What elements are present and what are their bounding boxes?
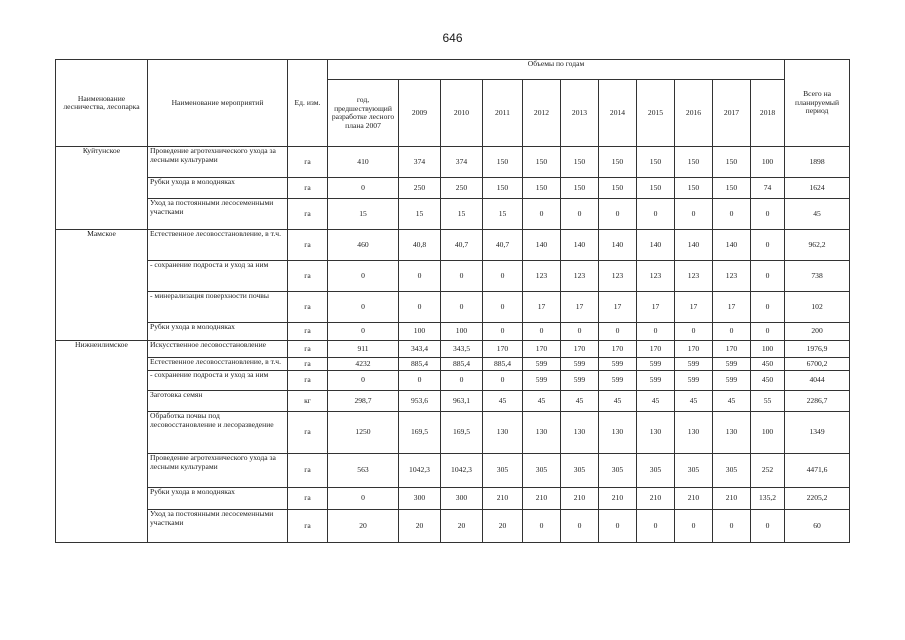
table-row — [56, 391, 850, 412]
value-cell: 150 — [599, 147, 637, 178]
value-cell: 0 — [599, 510, 637, 543]
value-cell: 300 — [441, 488, 483, 510]
header-year: 2012 — [523, 80, 561, 147]
value-cell: 911 — [328, 341, 399, 358]
value-cell: 17 — [561, 292, 599, 323]
value-cell: 0 — [483, 371, 523, 391]
unit-cell: га — [288, 488, 328, 510]
value-cell: 599 — [599, 371, 637, 391]
forestry-name: Куйтунское — [56, 147, 148, 230]
total-cell: 200 — [785, 323, 850, 341]
value-cell: 20 — [483, 510, 523, 543]
value-cell: 45 — [561, 391, 599, 412]
unit-cell: га — [288, 323, 328, 341]
value-cell: 0 — [713, 510, 751, 543]
value-cell: 1042,3 — [441, 454, 483, 488]
unit-cell: га — [288, 412, 328, 454]
value-cell: 130 — [561, 412, 599, 454]
value-cell: 169,5 — [441, 412, 483, 454]
value-cell: 599 — [561, 358, 599, 371]
value-cell: 0 — [713, 323, 751, 341]
value-cell: 252 — [751, 454, 785, 488]
value-cell: 0 — [523, 199, 561, 230]
value-cell: 0 — [751, 323, 785, 341]
table-row — [56, 261, 850, 292]
table-row — [56, 341, 850, 358]
table-row — [56, 510, 850, 543]
unit-cell: га — [288, 199, 328, 230]
unit-cell: га — [288, 292, 328, 323]
value-cell: 140 — [523, 230, 561, 261]
value-cell: 40,7 — [441, 230, 483, 261]
value-cell: 343,4 — [399, 341, 441, 358]
value-cell: 210 — [713, 488, 751, 510]
value-cell: 170 — [713, 341, 751, 358]
total-cell: 45 — [785, 199, 850, 230]
value-cell: 17 — [637, 292, 675, 323]
value-cell: 17 — [523, 292, 561, 323]
value-cell: 140 — [561, 230, 599, 261]
value-cell: 40,8 — [399, 230, 441, 261]
value-cell: 599 — [713, 358, 751, 371]
table-row — [56, 292, 850, 323]
page-number: 646 — [442, 31, 463, 45]
value-cell: 130 — [637, 412, 675, 454]
value-cell: 450 — [751, 358, 785, 371]
value-cell: 45 — [599, 391, 637, 412]
total-cell: 962,2 — [785, 230, 850, 261]
value-cell: 17 — [675, 292, 713, 323]
value-cell: 0 — [561, 323, 599, 341]
value-cell: 100 — [441, 323, 483, 341]
total-cell: 2286,7 — [785, 391, 850, 412]
value-cell: 599 — [637, 358, 675, 371]
value-cell: 150 — [561, 147, 599, 178]
unit-cell: га — [288, 371, 328, 391]
table-row — [56, 412, 850, 454]
header-year: 2011 — [483, 80, 523, 147]
value-cell: 0 — [675, 510, 713, 543]
value-cell: 100 — [751, 147, 785, 178]
value-cell: 0 — [637, 323, 675, 341]
header-forestry: Наименование лесничества, лесопарка — [56, 60, 148, 147]
value-cell: 599 — [637, 371, 675, 391]
unit-cell: га — [288, 510, 328, 543]
activity-name: Искусственное лесовосстановление — [148, 341, 288, 358]
unit-cell: га — [288, 358, 328, 371]
value-cell: 0 — [751, 230, 785, 261]
value-cell: 0 — [399, 261, 441, 292]
value-cell: 15 — [399, 199, 441, 230]
value-cell: 17 — [713, 292, 751, 323]
table-row — [56, 178, 850, 199]
value-cell: 885,4 — [399, 358, 441, 371]
value-cell: 15 — [441, 199, 483, 230]
value-cell: 210 — [599, 488, 637, 510]
value-cell: 0 — [328, 178, 399, 199]
value-cell: 0 — [751, 510, 785, 543]
value-cell: 150 — [523, 178, 561, 199]
value-cell: 450 — [751, 371, 785, 391]
value-cell: 123 — [523, 261, 561, 292]
value-cell: 599 — [561, 371, 599, 391]
value-cell: 150 — [675, 147, 713, 178]
total-cell: 6700,2 — [785, 358, 850, 371]
value-cell: 210 — [637, 488, 675, 510]
forest-activities-table — [55, 59, 850, 543]
value-cell: 0 — [523, 323, 561, 341]
activity-name: Уход за постоянными лесосеменными участками — [148, 510, 288, 543]
unit-cell: га — [288, 454, 328, 488]
total-cell: 60 — [785, 510, 850, 543]
value-cell: 0 — [713, 199, 751, 230]
value-cell: 1250 — [328, 412, 399, 454]
value-cell: 150 — [599, 178, 637, 199]
value-cell: 0 — [751, 261, 785, 292]
value-cell: 130 — [675, 412, 713, 454]
value-cell: 55 — [751, 391, 785, 412]
value-cell: 170 — [523, 341, 561, 358]
value-cell: 17 — [599, 292, 637, 323]
table-row — [56, 454, 850, 488]
value-cell: 130 — [599, 412, 637, 454]
value-cell: 305 — [561, 454, 599, 488]
value-cell: 15 — [483, 199, 523, 230]
value-cell: 170 — [675, 341, 713, 358]
header-total: Всего на планируемый период — [785, 60, 850, 147]
value-cell: 0 — [483, 292, 523, 323]
value-cell: 250 — [399, 178, 441, 199]
value-cell: 130 — [523, 412, 561, 454]
value-cell: 40,7 — [483, 230, 523, 261]
unit-cell: га — [288, 230, 328, 261]
unit-cell: га — [288, 261, 328, 292]
activity-name: Уход за постоянными лесосеменными участками — [148, 199, 288, 230]
value-cell: 20 — [441, 510, 483, 543]
header-years-group: Объемы по годам — [328, 60, 785, 80]
value-cell: 1042,3 — [399, 454, 441, 488]
total-cell: 1349 — [785, 412, 850, 454]
activity-name: Рубки ухода в молодняках — [148, 178, 288, 199]
value-cell: 374 — [441, 147, 483, 178]
value-cell: 305 — [523, 454, 561, 488]
header-base-year: год, предшествующий разработке лесного плана 2007 — [328, 80, 399, 147]
value-cell: 953,6 — [399, 391, 441, 412]
value-cell: 0 — [675, 323, 713, 341]
table-row — [56, 199, 850, 230]
value-cell: 123 — [599, 261, 637, 292]
unit-cell: га — [288, 147, 328, 178]
value-cell: 305 — [483, 454, 523, 488]
table-body — [56, 147, 850, 543]
value-cell: 0 — [483, 323, 523, 341]
value-cell: 305 — [637, 454, 675, 488]
total-cell: 2205,2 — [785, 488, 850, 510]
activity-name: Обработка почвы под лесовосстановление и лесоразведение — [148, 412, 288, 454]
value-cell: 20 — [399, 510, 441, 543]
value-cell: 20 — [328, 510, 399, 543]
value-cell: 140 — [675, 230, 713, 261]
value-cell: 45 — [675, 391, 713, 412]
value-cell: 0 — [599, 199, 637, 230]
table-row — [56, 358, 850, 371]
value-cell: 210 — [523, 488, 561, 510]
header-unit: Ед. изм. — [288, 60, 328, 147]
value-cell: 599 — [675, 358, 713, 371]
table-row — [56, 230, 850, 261]
value-cell: 460 — [328, 230, 399, 261]
value-cell: 45 — [637, 391, 675, 412]
header-year: 2009 — [399, 80, 441, 147]
value-cell: 0 — [751, 199, 785, 230]
value-cell: 0 — [675, 199, 713, 230]
value-cell: 100 — [751, 412, 785, 454]
value-cell: 0 — [637, 199, 675, 230]
value-cell: 0 — [599, 323, 637, 341]
value-cell: 45 — [523, 391, 561, 412]
total-cell: 1624 — [785, 178, 850, 199]
value-cell: 963,1 — [441, 391, 483, 412]
value-cell: 210 — [675, 488, 713, 510]
value-cell: 150 — [637, 147, 675, 178]
value-cell: 123 — [561, 261, 599, 292]
table-header — [56, 60, 850, 147]
unit-cell: га — [288, 341, 328, 358]
value-cell: 305 — [599, 454, 637, 488]
value-cell: 374 — [399, 147, 441, 178]
activity-name: Рубки ухода в молодняках — [148, 488, 288, 510]
value-cell: 74 — [751, 178, 785, 199]
value-cell: 0 — [483, 261, 523, 292]
value-cell: 150 — [483, 147, 523, 178]
value-cell: 150 — [637, 178, 675, 199]
value-cell: 130 — [483, 412, 523, 454]
table-row — [56, 488, 850, 510]
value-cell: 599 — [523, 358, 561, 371]
total-cell: 102 — [785, 292, 850, 323]
activity-name: Проведение агротехнического ухода за лесными культурами — [148, 147, 288, 178]
value-cell: 150 — [675, 178, 713, 199]
header-year: 2017 — [713, 80, 751, 147]
value-cell: 298,7 — [328, 391, 399, 412]
value-cell: 150 — [561, 178, 599, 199]
total-cell: 1976,9 — [785, 341, 850, 358]
value-cell: 410 — [328, 147, 399, 178]
activity-name: - сохранение подроста и уход за ним — [148, 371, 288, 391]
activity-name: Рубки ухода в молодняках — [148, 323, 288, 341]
value-cell: 305 — [713, 454, 751, 488]
value-cell: 100 — [399, 323, 441, 341]
value-cell: 0 — [399, 292, 441, 323]
value-cell: 169,5 — [399, 412, 441, 454]
value-cell: 0 — [399, 371, 441, 391]
value-cell: 599 — [523, 371, 561, 391]
value-cell: 250 — [441, 178, 483, 199]
value-cell: 0 — [441, 292, 483, 323]
value-cell: 343,5 — [441, 341, 483, 358]
value-cell: 170 — [561, 341, 599, 358]
value-cell: 599 — [599, 358, 637, 371]
unit-cell: га — [288, 178, 328, 199]
value-cell: 563 — [328, 454, 399, 488]
value-cell: 123 — [675, 261, 713, 292]
total-cell: 1898 — [785, 147, 850, 178]
value-cell: 0 — [561, 510, 599, 543]
table-row — [56, 147, 850, 178]
header-year: 2010 — [441, 80, 483, 147]
forestry-name: Мамское — [56, 230, 148, 341]
value-cell: 0 — [328, 261, 399, 292]
value-cell: 0 — [328, 292, 399, 323]
value-cell: 0 — [328, 371, 399, 391]
value-cell: 0 — [751, 292, 785, 323]
value-cell: 123 — [637, 261, 675, 292]
header-activity: Наименование мероприятий — [148, 60, 288, 147]
total-cell: 4471,6 — [785, 454, 850, 488]
value-cell: 0 — [637, 510, 675, 543]
value-cell: 150 — [523, 147, 561, 178]
value-cell: 150 — [713, 178, 751, 199]
value-cell: 0 — [561, 199, 599, 230]
value-cell: 130 — [713, 412, 751, 454]
total-cell: 4044 — [785, 371, 850, 391]
value-cell: 140 — [599, 230, 637, 261]
header-year: 2016 — [675, 80, 713, 147]
value-cell: 305 — [675, 454, 713, 488]
value-cell: 123 — [713, 261, 751, 292]
value-cell: 170 — [637, 341, 675, 358]
header-year: 2014 — [599, 80, 637, 147]
table-row — [56, 323, 850, 341]
value-cell: 140 — [713, 230, 751, 261]
value-cell: 45 — [713, 391, 751, 412]
value-cell: 0 — [328, 488, 399, 510]
activity-name: Естественное лесовосстановление, в т.ч. — [148, 230, 288, 261]
value-cell: 210 — [561, 488, 599, 510]
value-cell: 140 — [637, 230, 675, 261]
table-row — [56, 371, 850, 391]
value-cell: 170 — [483, 341, 523, 358]
value-cell: 0 — [523, 510, 561, 543]
activity-name: Естественное лесовосстановление, в т.ч. — [148, 358, 288, 371]
value-cell: 0 — [441, 371, 483, 391]
header-year: 2013 — [561, 80, 599, 147]
activity-name: - сохранение подроста и уход за ним — [148, 261, 288, 292]
unit-cell: кг — [288, 391, 328, 412]
value-cell: 150 — [483, 178, 523, 199]
total-cell: 738 — [785, 261, 850, 292]
value-cell: 170 — [599, 341, 637, 358]
value-cell: 45 — [483, 391, 523, 412]
value-cell: 0 — [328, 323, 399, 341]
activity-name: Проведение агротехнического ухода за лесными культурами — [148, 454, 288, 488]
value-cell: 15 — [328, 199, 399, 230]
forestry-name: Нижнеилимское — [56, 341, 148, 543]
value-cell: 4232 — [328, 358, 399, 371]
value-cell: 885,4 — [441, 358, 483, 371]
value-cell: 135,2 — [751, 488, 785, 510]
value-cell: 150 — [713, 147, 751, 178]
value-cell: 0 — [441, 261, 483, 292]
value-cell: 300 — [399, 488, 441, 510]
activity-name: - минерализация поверхности почвы — [148, 292, 288, 323]
value-cell: 885,4 — [483, 358, 523, 371]
value-cell: 210 — [483, 488, 523, 510]
activity-name: Заготовка семян — [148, 391, 288, 412]
header-year: 2015 — [637, 80, 675, 147]
value-cell: 100 — [751, 341, 785, 358]
header-year: 2018 — [751, 80, 785, 147]
value-cell: 599 — [675, 371, 713, 391]
value-cell: 599 — [713, 371, 751, 391]
